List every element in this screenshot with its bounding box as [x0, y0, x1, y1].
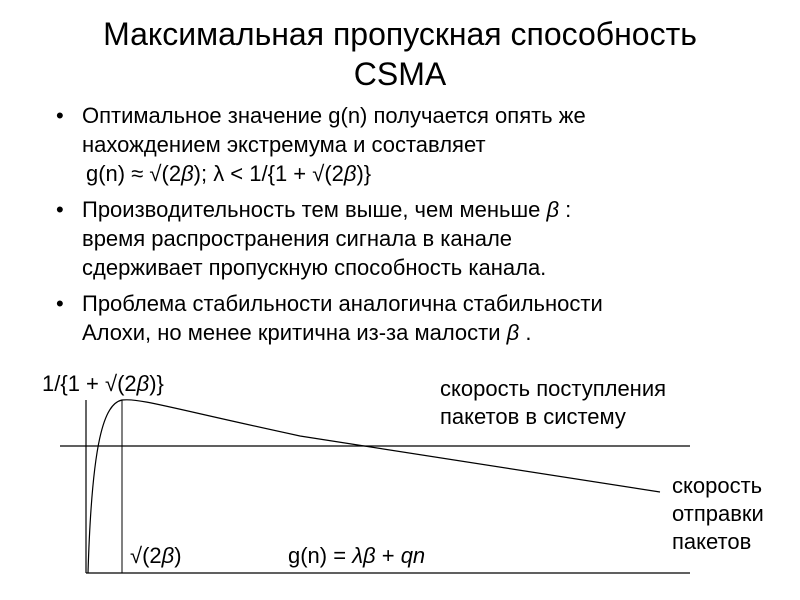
- formula-part: )}: [356, 161, 372, 186]
- bullet-3-line-1: • Проблема стабильности аналогична стабильности: [82, 291, 603, 316]
- bullet-1-line-2: нахождением экстремума и составляет: [82, 132, 486, 157]
- peak-label: [130, 542, 182, 570]
- departure-label-line-3: пакетов: [672, 529, 752, 554]
- qn-symbol: qn: [400, 543, 426, 568]
- ymax-label: [42, 370, 164, 398]
- bullet-2-line-2: время распространения сигнала в канале: [82, 226, 513, 251]
- arrival-label-line-1: скорость поступления: [440, 376, 667, 401]
- label-part: ): [174, 543, 182, 568]
- arrival-label-line-2: пакетов в систему: [440, 404, 626, 429]
- departure-label-line-2: отправки: [672, 501, 764, 526]
- beta-symbol: β: [546, 197, 560, 222]
- text-part: Производительность тем выше, чем меньше: [82, 197, 547, 222]
- beta-symbol: β: [136, 371, 150, 396]
- beta-symbol: β: [181, 161, 194, 186]
- x-axis-label: [288, 542, 425, 570]
- label-part: +: [375, 543, 401, 568]
- formula-part: g(n) ≈ √(2: [86, 161, 182, 186]
- lambda-beta-symbol: λβ: [352, 543, 376, 568]
- text-part: .: [519, 320, 532, 345]
- arrival-rate-label: [440, 375, 666, 431]
- label-part: 1/{1 + √(2: [42, 371, 137, 396]
- bullet-2-line-3: сдерживает пропускную способность канала.: [82, 255, 547, 280]
- bullet-1-line-1: • Оптимальное значение g(n) получается опять же: [82, 103, 586, 128]
- formula-part: ); λ < 1/{1 + √(2: [193, 161, 344, 186]
- label-part: g(n) =: [288, 543, 353, 568]
- text-part: Алохи, но менее критична из-за малости: [82, 320, 507, 345]
- title-line-2: CSMA: [353, 56, 447, 92]
- label-part: )}: [149, 371, 164, 396]
- beta-symbol: β: [161, 543, 175, 568]
- beta-symbol: β: [343, 161, 357, 186]
- beta-symbol: β: [506, 320, 520, 345]
- title-line-1: Максимальная пропускная способность: [103, 16, 697, 52]
- text-part: :: [559, 197, 572, 222]
- departure-rate-label: [672, 472, 764, 556]
- departure-label-line-1: скорость: [672, 473, 763, 498]
- label-part: √(2: [130, 543, 162, 568]
